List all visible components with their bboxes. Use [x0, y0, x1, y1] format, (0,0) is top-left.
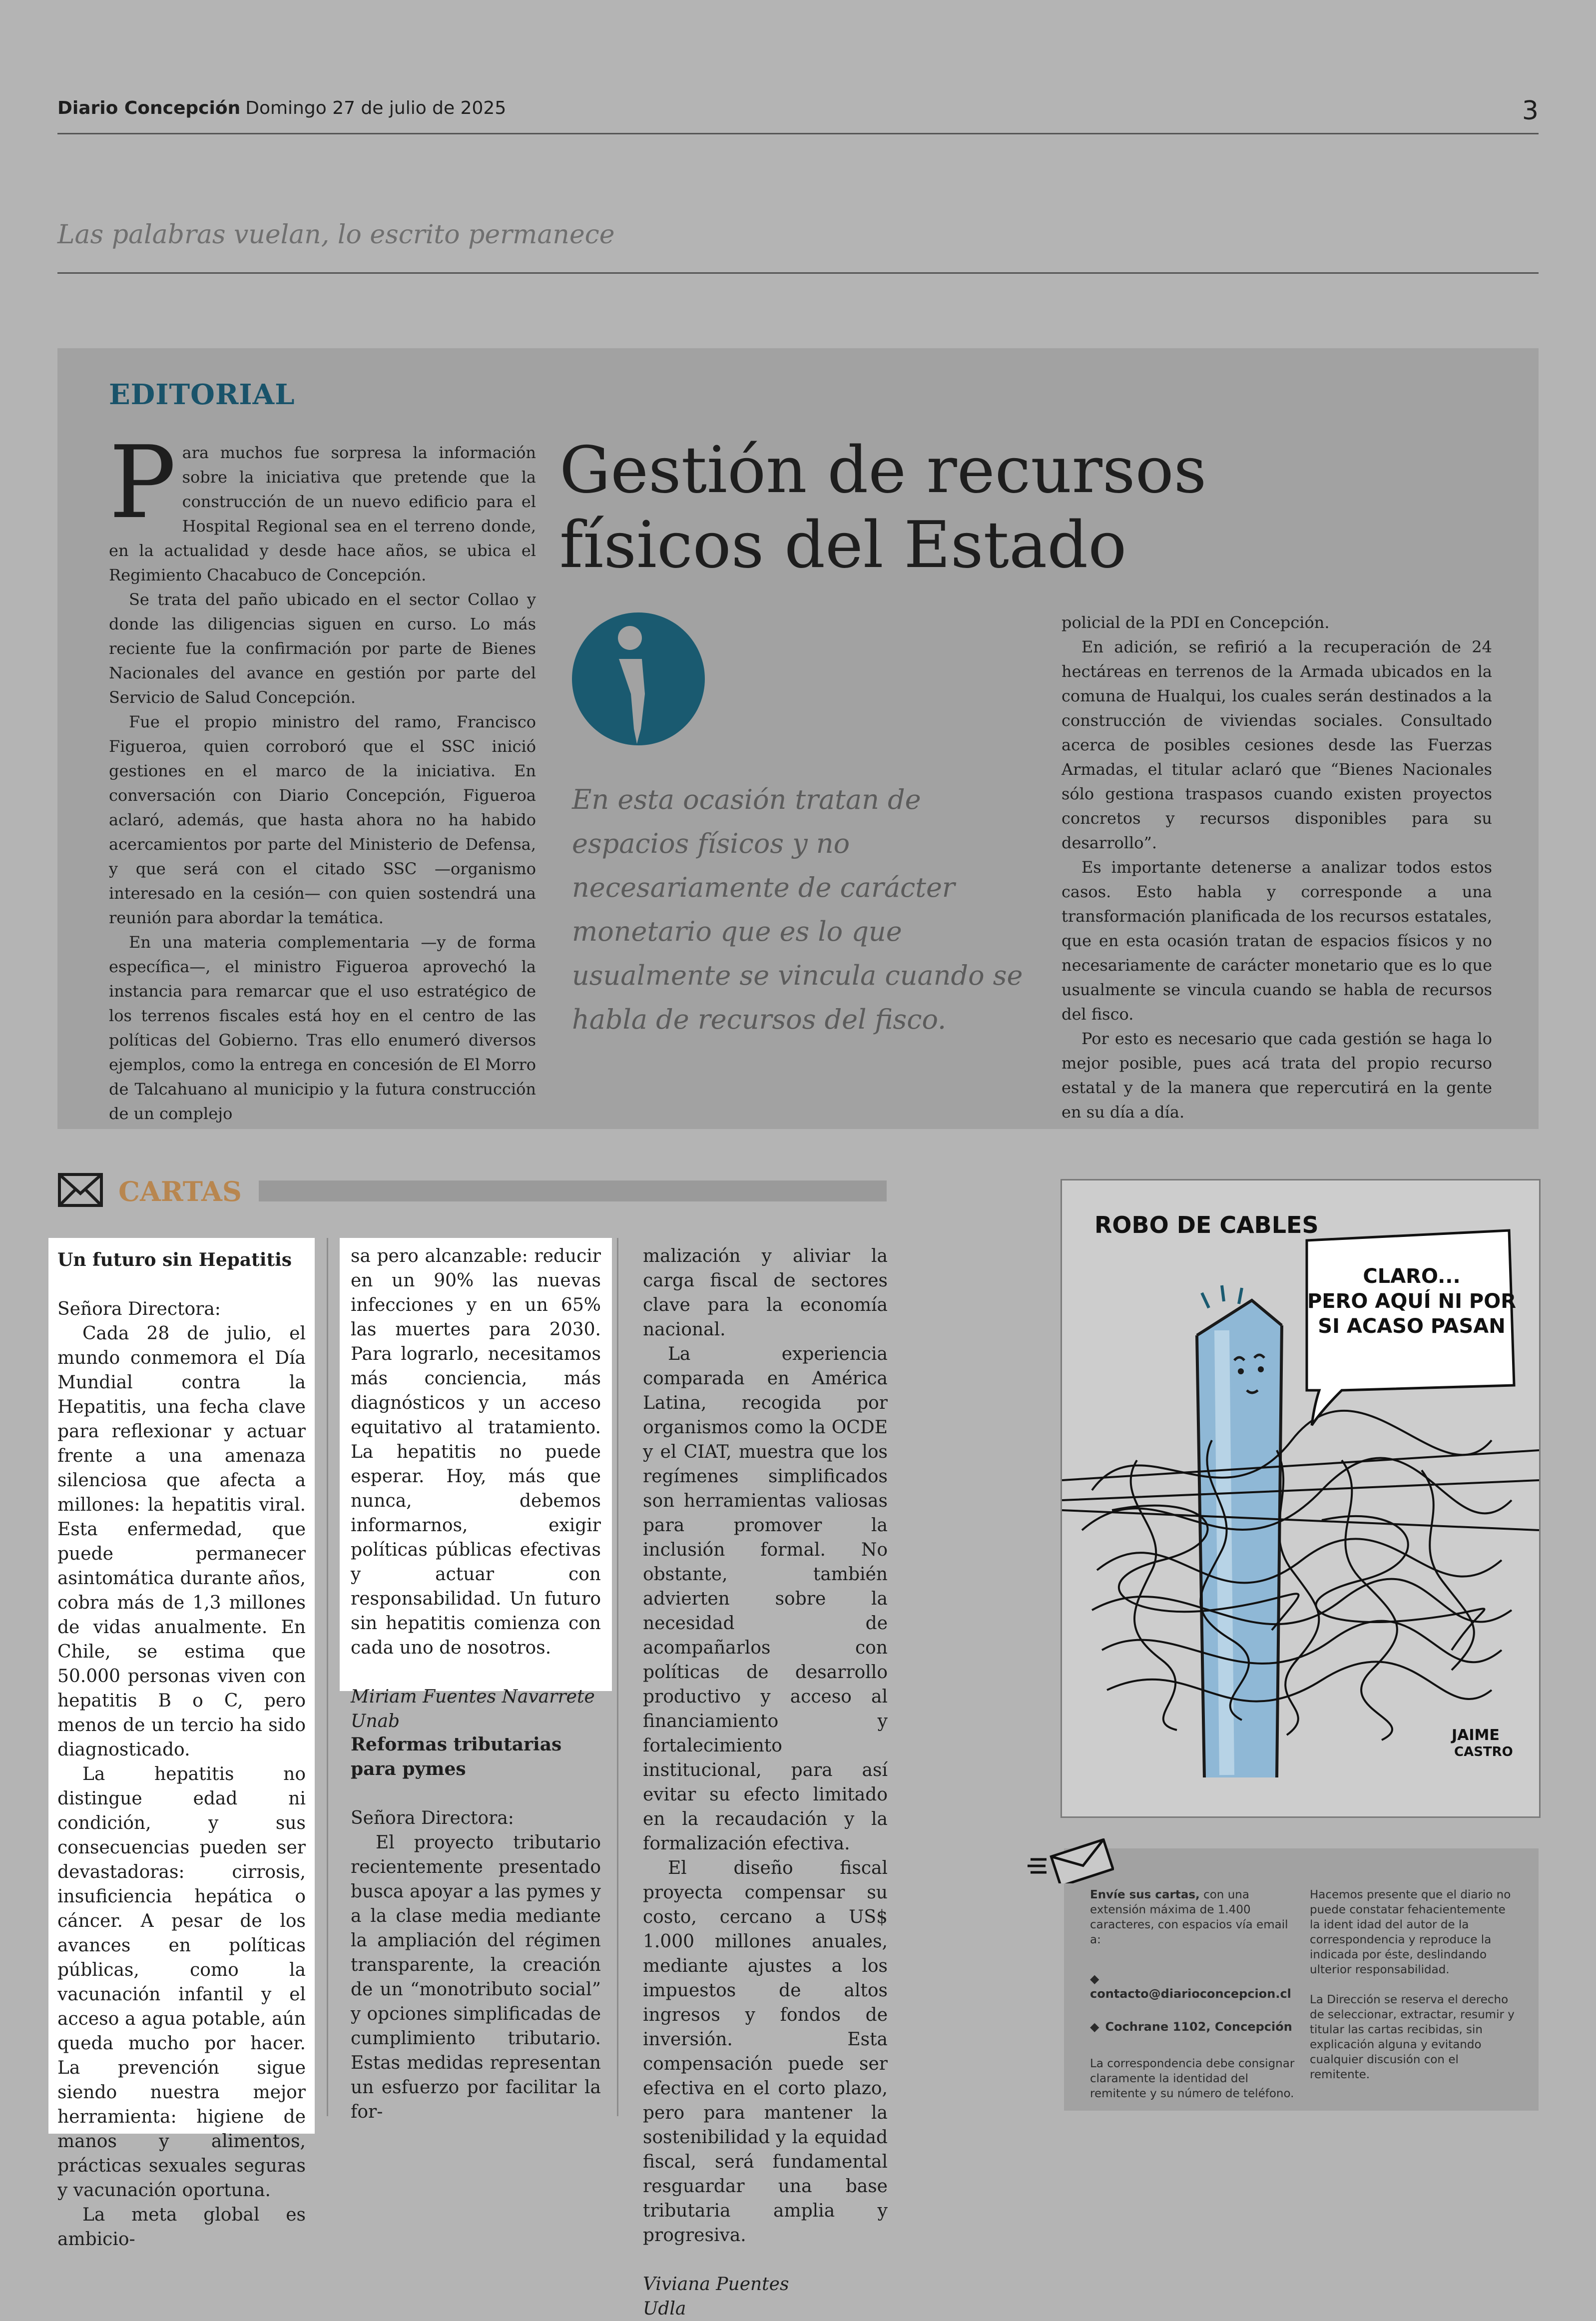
identity-note: La correspondencia debe consignar claramente la identidad del remitente y su número de teléfono.: [1090, 2057, 1295, 2100]
editorial-paragraph: En adición, se refirió a la recuperación de 24 hectáreas en terrenos de la Armada ubicados en la comuna de Hualqui, los cuales serán destinados a la construcción de viviendas sociales. Consultado acerca de posibles cesiones desde las Fuerzas Armadas, el titular aclaró que “Bienes Nacionales sólo gestiona traspasos cuando existen proyectos concretos y recursos disponibles para su desarrollo”.: [1062, 637, 1492, 852]
drop-cap: P: [109, 425, 176, 541]
editorial-paragraph: Se trata del paño ubicado en el sector Collao y donde las diligencias siguen en curso. Lo más reciente fue la confirmación por parte de Bienes Nacionales del avance en gestión por parte del Servicio de Salud Concepción.: [109, 590, 536, 707]
cartoon-speech-line-1: CLARO...: [1363, 1265, 1461, 1288]
issue-date: Domingo 27 de julio de 2025: [245, 98, 507, 118]
send-instructions: Envíe sus cartas, con una extensión máxima de 1.400 caracteres, con espacios vía email a:: [1090, 1888, 1288, 1946]
letter-paragraph: El proyecto tributario recientemente presentado busca apoyar a las pymes y a la clase media mediante la ampliación del régimen transparente, la creación de un “monotributo social” y opciones simplificadas de cumplimiento tributario. Estas medidas representan un esfuerzo por facilitar la for-: [351, 1832, 601, 2122]
diamond-bullet-icon: ◆: [1090, 2020, 1099, 2034]
letter-1-continued-box: [340, 1238, 612, 1732]
letter-paragraph: malización y aliviar la carga fiscal de sectores clave para la economía nacional.: [643, 1246, 888, 1340]
cartoon-drawing: [1062, 1180, 1539, 1816]
editorial-pull-quote: En esta ocasión tratan de espacios físicos y no necesariamente de carácter monetario que es lo que usualmente se vincula cuando se habla de recursos del fisco.: [572, 784, 1023, 1035]
mail-icon: [57, 1172, 103, 1207]
editorial-box: [57, 348, 1539, 1129]
letter-1-column-2: [351, 1244, 601, 1734]
envelope-send-icon: [1027, 1838, 1114, 1883]
editorial-paragraph: Es importante detenerse a analizar todos estos casos. Esto habla y corresponde a una transformación planificada de los recursos estatales, que en esta ocasión tratan de espacios físicos y no necesariamente de carácter monetario que es lo que usualmente se vincula cuando se habla de recursos del fisco.: [1062, 858, 1492, 1024]
contact-email[interactable]: ◆contacto@diarioconcepcion.cl: [1090, 1972, 1291, 2001]
page-number: 3: [1522, 96, 1539, 126]
letter-signature: Viviana Puentes: [643, 2274, 789, 2295]
editorial-paragraph: policial de la PDI en Concepción.: [1062, 613, 1330, 632]
cartoon-speech-line-2: PERO AQUÍ NI POR: [1307, 1290, 1517, 1313]
cartoon-speech-line-3: SI ACASO PASAN: [1318, 1315, 1506, 1338]
letter-salutation: Señora Directora:: [57, 1299, 221, 1319]
info-left-column: [1090, 1887, 1296, 2101]
letter-paragraph: Cada 28 de julio, el mundo conmemora el Día Mundial contra la Hepatitis, una fecha clave para reflexionar y actuar frente a una amenaza silenciosa que afecta a millones: la hepatitis viral. Esta enfermedad, que puede permanecer asintomática durante años, cobra más de 1,3 millones de vidas anualmente. En Chile, se estima que 50.000 personas viven con hepatitis B o C, pero menos de un tercio ha sido diagnosticado.: [57, 1323, 306, 1760]
editorial-paragraph: Para muchos fue sorpresa la información sobre la iniciativa que pretende que la construcción de un nuevo edificio para el Hospital Regional sea en el terreno donde, en la actualidad y desde hace años, se ubica el Regimiento Chacabuco de Concepción.: [109, 425, 536, 584]
letter-paragraph: La meta global es ambicio-: [57, 2205, 306, 2250]
letter-1-column-1: [57, 1248, 306, 2252]
tagline-text: Las palabras vuelan, lo escrito permanece: [57, 220, 615, 250]
letter-salutation: Señora Directora:: [351, 1808, 514, 1828]
editorial-paragraph: En una materia complementaria —y de forma específica—, el ministro Figueroa aprovechó la instancia para remarcar que el uso estratégico de los terrenos fiscales está hoy en el centro de las políticas del Gobierno. Tras ello enumeró diversos ejemplos, como la entrega en concesión de El Morro de Talcahuano al municipio y la futura construcción de un complejo: [109, 933, 536, 1123]
contact-address: ◆ Cochrane 1102, Concepción: [1090, 2020, 1292, 2034]
column-divider: [617, 1238, 618, 2116]
info-right-column: [1310, 1887, 1517, 2082]
letter-paragraph: La experiencia comparada en América Latina, recogida por organismos como la OCDE y el CIAT, muestra que los regímenes simplificados son herramientas valiosas para promover la inclusión formal. No obstante, también advierten sobre la necesidad de acompañarlos con políticas de desarrollo productivo y acceso al financiamiento y fortalecimiento institucional, para así evitar su efecto limitado en la recaudación y la formalización efectiva.: [643, 1344, 888, 1854]
disclaimer-1: Hacemos presente que el diario no puede constatar fehacientemente la ident idad del autor de la correspondencia y reproduce la indicada por éste, deslindando ulterior responsabilidad.: [1310, 1888, 1511, 1976]
editorial-column-1: [109, 425, 536, 1126]
column-divider: [327, 1238, 328, 2116]
letter-affiliation: Unab: [351, 1711, 400, 1732]
editorial-paragraph: Fue el propio ministro del ramo, Francisco Figueroa, quien corroboró que el SSC inició gestiones en el marco de la iniciativa. En conversación con Diario Concepción, Figueroa aclaró, además, que hasta ahora no ha habido acercamientos por parte del Ministerio de Defensa, y que será con el citado SSC —organismo interesado en la cesión— con quien sostendrá una reunión para abordar la temática.: [109, 712, 536, 927]
editorial-paragraph: Por esto es necesario que cada gestión se haga lo mejor posible, pues acá trata del propio recurso estatal y de la manera que repercutirá en la gente en su día a día.: [1062, 1029, 1492, 1122]
cartas-label: CARTAS: [118, 1175, 242, 1207]
letters-info-box: [1064, 1848, 1539, 2111]
letter-2-column-3: [643, 1244, 888, 2321]
editorial-title: Gestión de recursos físicos del Estado: [559, 433, 1207, 582]
cartas-section-header: [57, 1171, 887, 1206]
page-header: [57, 98, 1539, 134]
cartoonist-signature-2: CASTRO: [1454, 1744, 1513, 1759]
disclaimer-2: La Dirección se reserva el derecho de seleccionar, extractar, resumir y titular las cartas recibidas, sin explicación alguna y evitando cualquier discusión con el remitente.: [1310, 1993, 1515, 2081]
cartoonist-signature-1: JAIME: [1452, 1727, 1500, 1744]
cartas-header-bar: [259, 1180, 887, 1201]
info-icon: [571, 609, 706, 749]
diamond-bullet-icon: ◆: [1090, 1972, 1099, 1986]
letter-affiliation: Udla: [643, 2299, 686, 2319]
letter-paragraph: sa pero alcanzable: reducir en un 90% las nuevas infecciones y en un 65% las muertes para 2030. Para lograrlo, necesitamos más conciencia, más diagnósticos y un acceso equitativo al tratamiento. La hepatitis no puede esperar. Hoy, más que nunca, debemos informarnos, exigir políticas públicas efectivas y actuar con responsabilidad. Un futuro sin hepatitis comienza con cada uno de nosotros.: [351, 1246, 601, 1658]
letter-2-column-2: [351, 1733, 601, 2124]
letter-title: Un futuro sin Hepatitis: [57, 1249, 292, 1270]
editorial-column-3: [1062, 610, 1492, 1125]
letter-1-box: [48, 1238, 315, 2250]
newspaper-name: Diario Concepción: [57, 98, 241, 118]
letter-paragraph: La hepatitis no distingue edad ni condición, y sus consecuencias pueden ser devastadoras: cirrosis, insuficiencia hepática o cáncer. A pesar de los avances en políticas públicas, como la vacunación infantil y el acceso a agua potable, aún queda mucho por hacer. La prevención sigue siendo nuestra mejor herramienta: higiene de manos y alimentos, prácticas sexuales seguras y vacunación oportuna.: [57, 1764, 306, 2201]
letter-paragraph: El diseño fiscal proyecta compensar su costo, cercano a US$ 1.000 millones anuales, mediante ajustes a los impuestos de altos ingresos y fondos de inversión. Esta compensación puede ser efectiva en el corto plazo, pero para mantener la sostenibilidad y la equidad fiscal, será fundamental resguardar una base tributaria amplia y progresiva.: [643, 1858, 888, 2246]
cartoon-title: ROBO DE CABLES: [1094, 1211, 1319, 1238]
cartoon: [1061, 1179, 1541, 1818]
letter-title: Reformas tributarias para pymes: [351, 1734, 562, 1779]
section-tagline: [57, 220, 1539, 274]
letter-signature: Miriam Fuentes Navarrete: [351, 1687, 595, 1707]
editorial-label: EDITORIAL: [109, 378, 295, 411]
